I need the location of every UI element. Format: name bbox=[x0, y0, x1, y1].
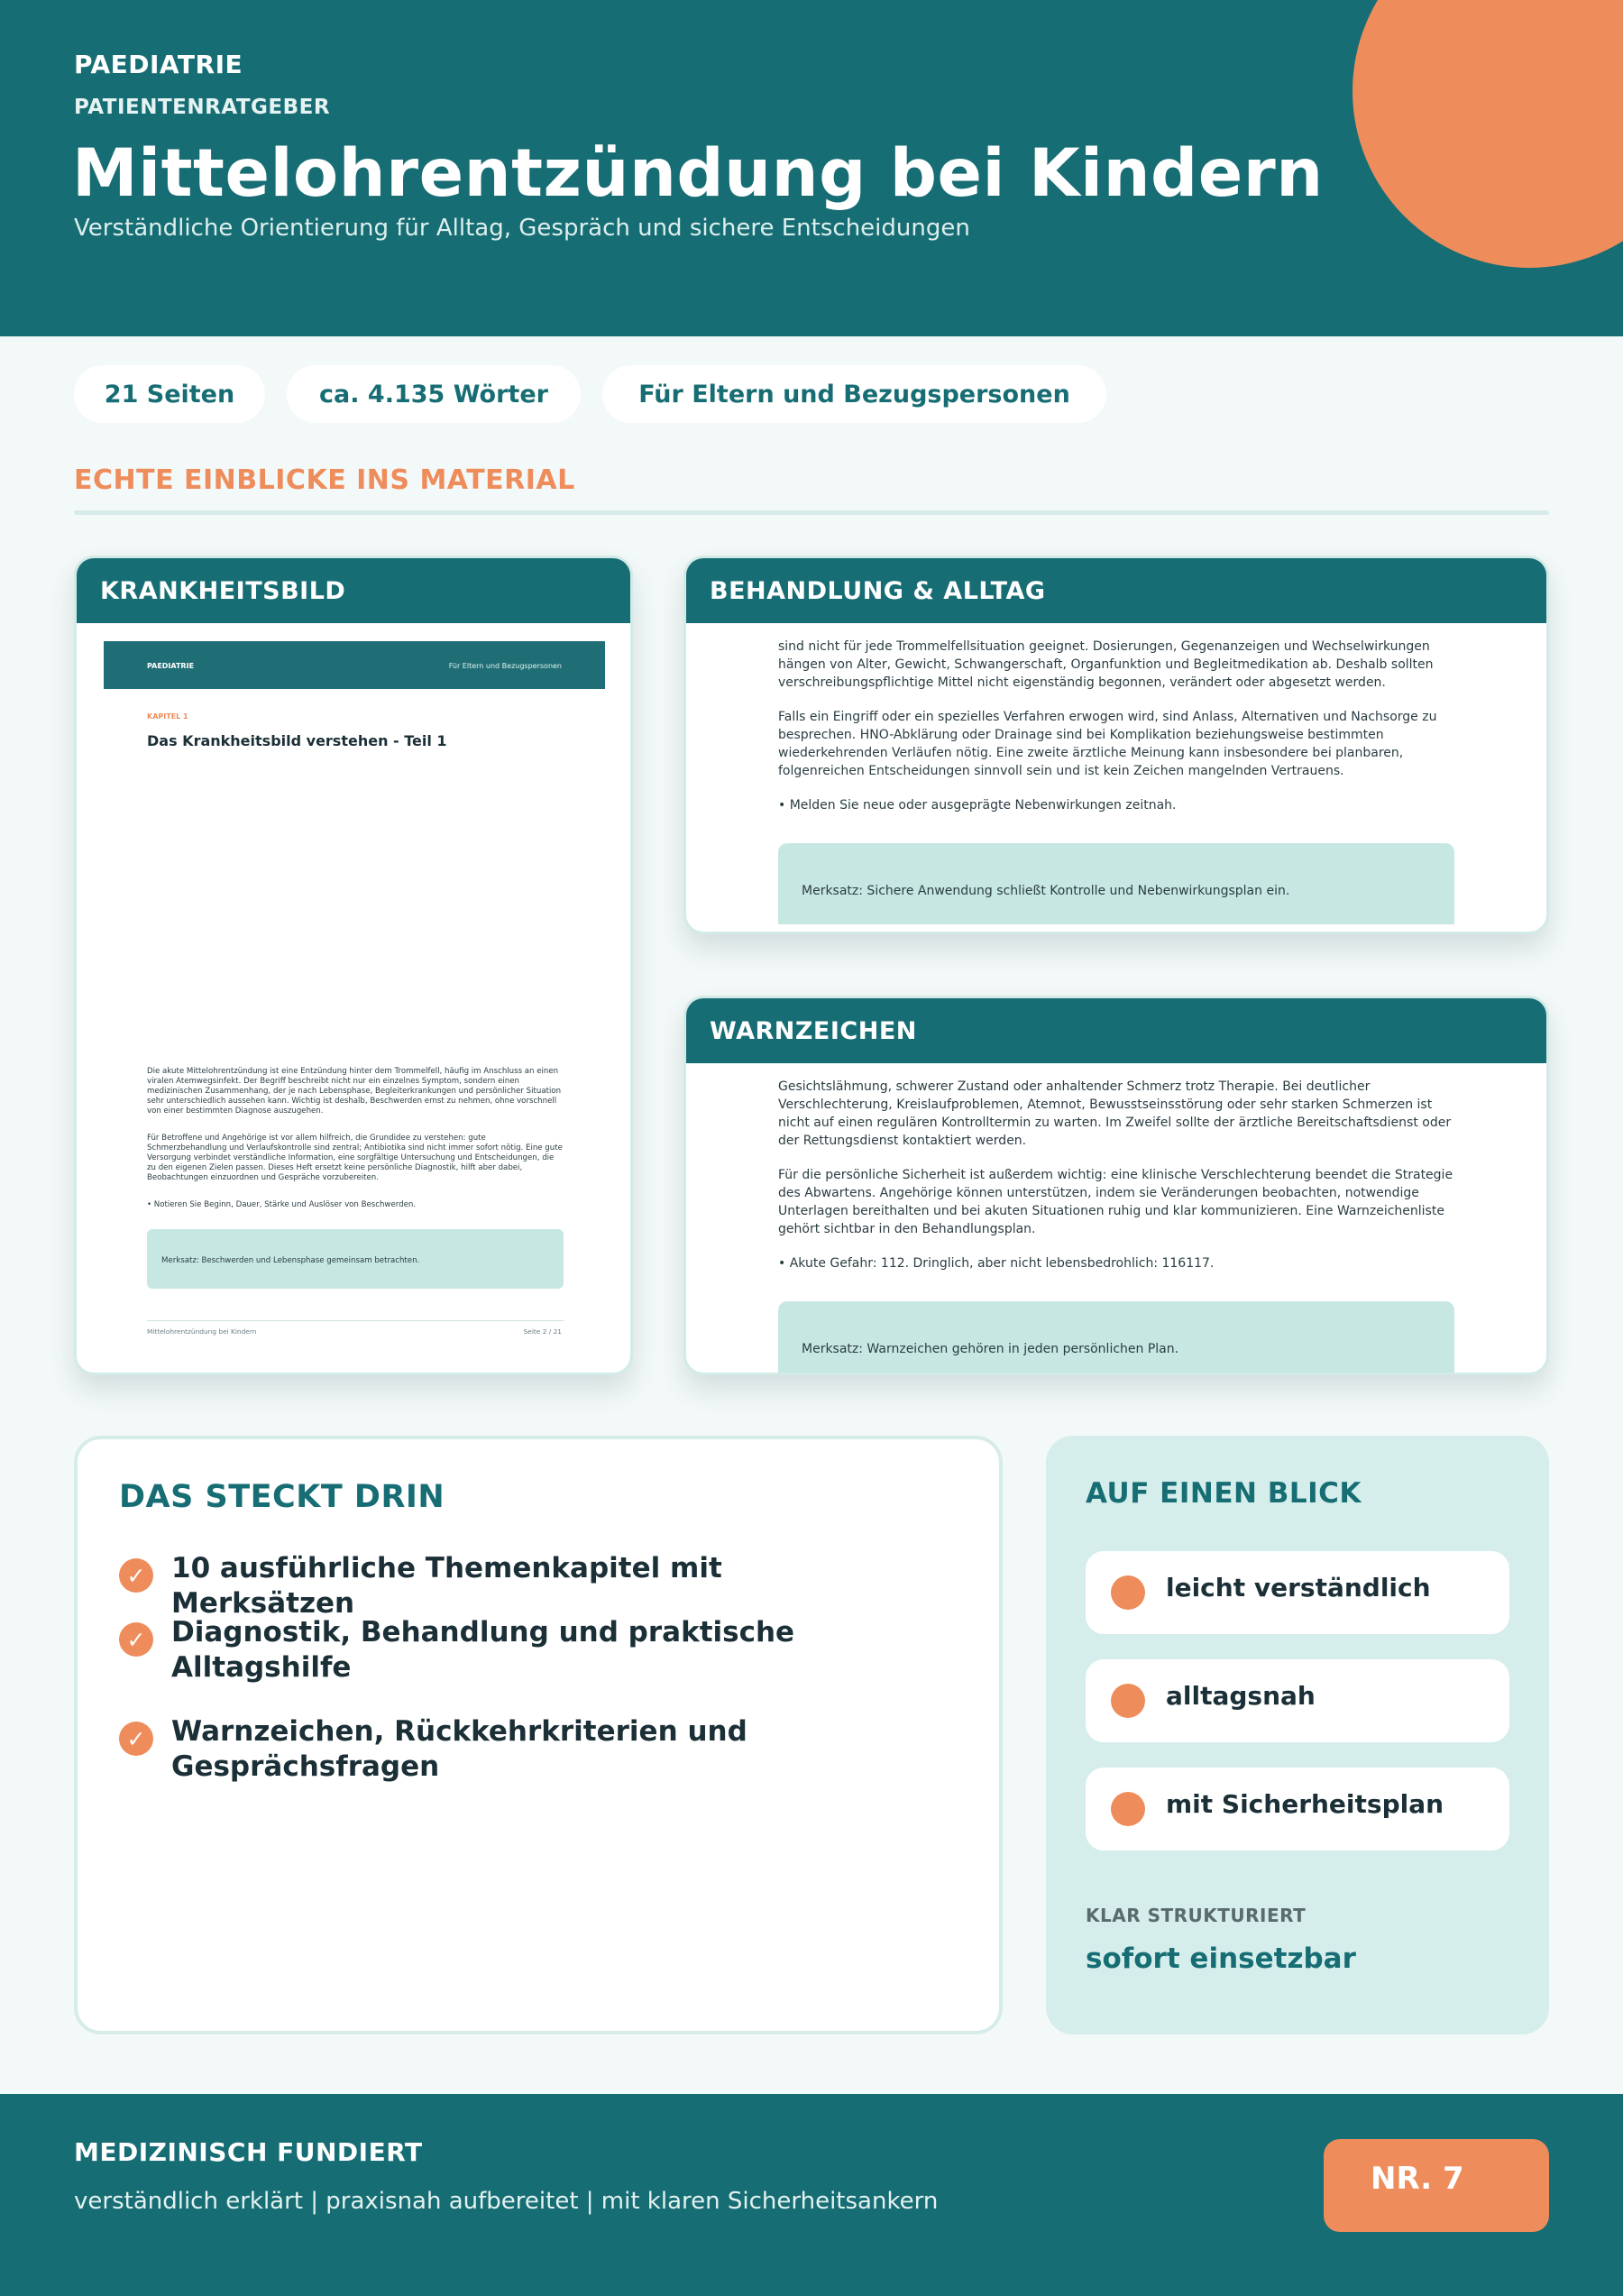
check-icon: ✓ bbox=[119, 1558, 153, 1593]
card-heading: KRANKHEITSBILD bbox=[77, 558, 630, 623]
contents-item: Warnzeichen, Rückkehrkriterien und Gesprächsfragen bbox=[171, 1715, 747, 1783]
excerpt-paragraph: Für die persönliche Sicherheit ist außerdem wichtig: eine klinische Verschlechterung beendet die Strategie des Abwartens. Angehörige können unterstützen, indem sie Veränderungen beobachten, notwendige Unterlagen bereithalten und bei akuten Situationen ruhig und klar kommunizieren. Eine Warnzeichenliste gehört sichtbar in den Behandlungsplan. bbox=[778, 1168, 1453, 1236]
contents-item: 10 ausführliche Themenkapitel mit Merksätzen bbox=[171, 1552, 722, 1620]
chip-audience: Für Eltern und Bezugspersonen bbox=[602, 365, 1106, 423]
overview-item-label: leicht verständlich bbox=[1166, 1573, 1431, 1603]
category-label: PAEDIATRIE bbox=[74, 50, 243, 79]
overview-caption: KLAR STRUKTURIERT bbox=[1086, 1905, 1307, 1926]
card-heading: BEHANDLUNG & ALLTAG bbox=[686, 558, 1546, 623]
footer-tagline: verständlich erklärt | praxisnah aufbereitet | mit klaren Sicherheitsankern bbox=[74, 2188, 939, 2215]
check-icon: ✓ bbox=[119, 1622, 153, 1657]
overview-item bbox=[1086, 1551, 1509, 1634]
mini-page-footer-title: Mittelohrentzündung bei Kindern bbox=[147, 1327, 257, 1336]
footer-banner bbox=[0, 2094, 1623, 2296]
chip-pages: 21 Seiten bbox=[74, 365, 265, 423]
mini-page-paragraph: Die akute Mittelohrentzündung ist eine Entzündung hinter dem Trommelfell, häufig im Anschluss an einen viralen Atemwegsinfekt. Der Begriff beschreibt nicht nur ein einzelnes Symptom, sondern einen medizinischen Zusammenhang, der je nach Lebensphase, Begleiterkrankungen und persönlicher Situation sehr unterschiedlich aussehen kann. Wichtig ist deshalb, Beschwerden ernst zu nehmen, ohne vorschnell von einer bestimmten Diagnose auszugehen. bbox=[147, 1067, 562, 1116]
excerpt-bullet: • Akute Gefahr: 112. Dringlich, aber nicht lebensbedrohlich: 116117. bbox=[778, 1256, 1215, 1271]
overview-item bbox=[1086, 1768, 1509, 1851]
preview-card-warnzeichen bbox=[683, 996, 1549, 1375]
overview-item-label: alltagsnah bbox=[1166, 1681, 1316, 1711]
overview-heading: AUF EINEN BLICK bbox=[1086, 1477, 1362, 1510]
mini-page-header bbox=[104, 641, 605, 689]
mini-page-audience: Für Eltern und Bezugspersonen bbox=[448, 662, 562, 670]
overview-highlight: sofort einsetzbar bbox=[1086, 1942, 1356, 1975]
decorative-circle bbox=[1352, 0, 1623, 268]
excerpt-merksatz: Merksatz: Warnzeichen gehören in jeden persönlichen Plan. bbox=[778, 1301, 1454, 1373]
card-excerpt bbox=[686, 623, 1546, 932]
header-banner bbox=[0, 0, 1623, 336]
mini-page-merksatz: Merksatz: Beschwerden und Lebensphase gemeinsam betrachten. bbox=[147, 1229, 564, 1289]
issue-badge: NR. 7 bbox=[1324, 2139, 1549, 2232]
mini-page-category: PAEDIATRIE bbox=[147, 662, 195, 670]
card-heading: WARNZEICHEN bbox=[686, 998, 1546, 1063]
page-title: Mittelohrentzündung bei Kindern bbox=[72, 135, 1324, 212]
footer-title: MEDIZINISCH FUNDIERT bbox=[74, 2137, 423, 2167]
check-icon: ✓ bbox=[119, 1722, 153, 1756]
mini-page-bullet: • Notieren Sie Beginn, Dauer, Stärke und Auslöser von Beschwerden. bbox=[147, 1200, 417, 1209]
page-subtitle: Verständliche Orientierung für Alltag, Gespräch und sichere Entscheidungen bbox=[74, 215, 970, 242]
preview-card-behandlung bbox=[683, 556, 1549, 934]
excerpt-paragraph: Gesichtslähmung, schwerer Zustand oder anhaltender Schmerz trotz Therapie. Bei deutlicher Verschlechterung, Kreislaufproblemen, Atemnot, Bewusstseinsstörung oder sehr starken Schmerzen ist nicht auf einen regulären Kontrolltermin zu warten. Im Zweifel sollte der ärztliche Bereitschaftsdienst oder der Rettungsdienst kontaktiert werden. bbox=[778, 1079, 1452, 1148]
contents-item: Diagnostik, Behandlung und praktische Alltagshilfe bbox=[171, 1616, 795, 1684]
bullet-dot-icon bbox=[1111, 1792, 1145, 1826]
excerpt-bullet: • Melden Sie neue oder ausgeprägte Nebenwirkungen zeitnah. bbox=[778, 798, 1177, 813]
excerpt-paragraph: Falls ein Eingriff oder ein spezielles Verfahren erwogen wird, sind Anlass, Alternativen und Nachsorge zu besprechen. HNO-Abklärung oder Drainage sind bei Komplikation beziehungsweise bestimmten wiederkehrenden Verläufen nötig. Eine zweite ärztliche Meinung kann insbesondere bei planbaren, folgenreichen Entscheidungen sinnvoll sein und ist kein Zeichen mangelnden Vertrauens. bbox=[778, 710, 1437, 778]
card-excerpt bbox=[686, 1063, 1546, 1373]
mini-page-paragraph: Für Betroffene und Angehörige ist vor allem hilfreich, die Grundidee zu verstehen: gute Schmerzbehandlung und Verlaufskontrolle sind zentral; Antibiotika sind nicht immer sofort nötig. Eine gute Versorgung verbindet verständliche Information, eine sorgfältige Untersuchung und Entscheidungen, die zu den eigenen Zielen passen. Dieses Heft ersetzt keine persönliche Diagnostik, hilft aber dabei, Beobachtungen einzuordnen und Gespräche vorzubereiten. bbox=[147, 1134, 563, 1182]
excerpt-merksatz: Merksatz: Sichere Anwendung schließt Kontrolle und Nebenwirkungsplan ein. bbox=[778, 843, 1454, 924]
mini-page-number: Seite 2 / 21 bbox=[523, 1327, 562, 1336]
mini-page-footer-rule bbox=[147, 1320, 564, 1321]
preview-card-krankheitsbild bbox=[74, 556, 633, 1375]
overview-panel bbox=[1046, 1436, 1549, 2034]
contents-panel bbox=[74, 1436, 1003, 2034]
series-label: PATIENTENRATGEBER bbox=[74, 96, 331, 119]
bullet-dot-icon bbox=[1111, 1575, 1145, 1610]
chip-words: ca. 4.135 Wörter bbox=[287, 365, 581, 423]
section-divider bbox=[74, 510, 1549, 515]
mini-page-title: Das Krankheitsbild verstehen - Teil 1 bbox=[147, 732, 447, 749]
overview-item bbox=[1086, 1659, 1509, 1742]
mini-page bbox=[77, 623, 630, 1373]
excerpt-paragraph: sind nicht für jede Trommelfellsituation geeignet. Dosierungen, Gegenanzeigen und Wechselwirkungen hängen von Alter, Gewicht, Schwangerschaft, Organfunktion und Begleitmedikation ab. Deshalb sollten verschreibungspflichtige Mittel nicht eigenständig begonnen, verändert oder abgesetzt werden. bbox=[778, 639, 1434, 690]
section-heading: ECHTE EINBLICKE INS MATERIAL bbox=[74, 464, 575, 496]
overview-item-label: mit Sicherheitsplan bbox=[1166, 1789, 1444, 1819]
bullet-dot-icon bbox=[1111, 1684, 1145, 1718]
mini-page-chapter: KAPITEL 1 bbox=[147, 712, 188, 721]
contents-heading: DAS STECKT DRIN bbox=[119, 1479, 445, 1515]
